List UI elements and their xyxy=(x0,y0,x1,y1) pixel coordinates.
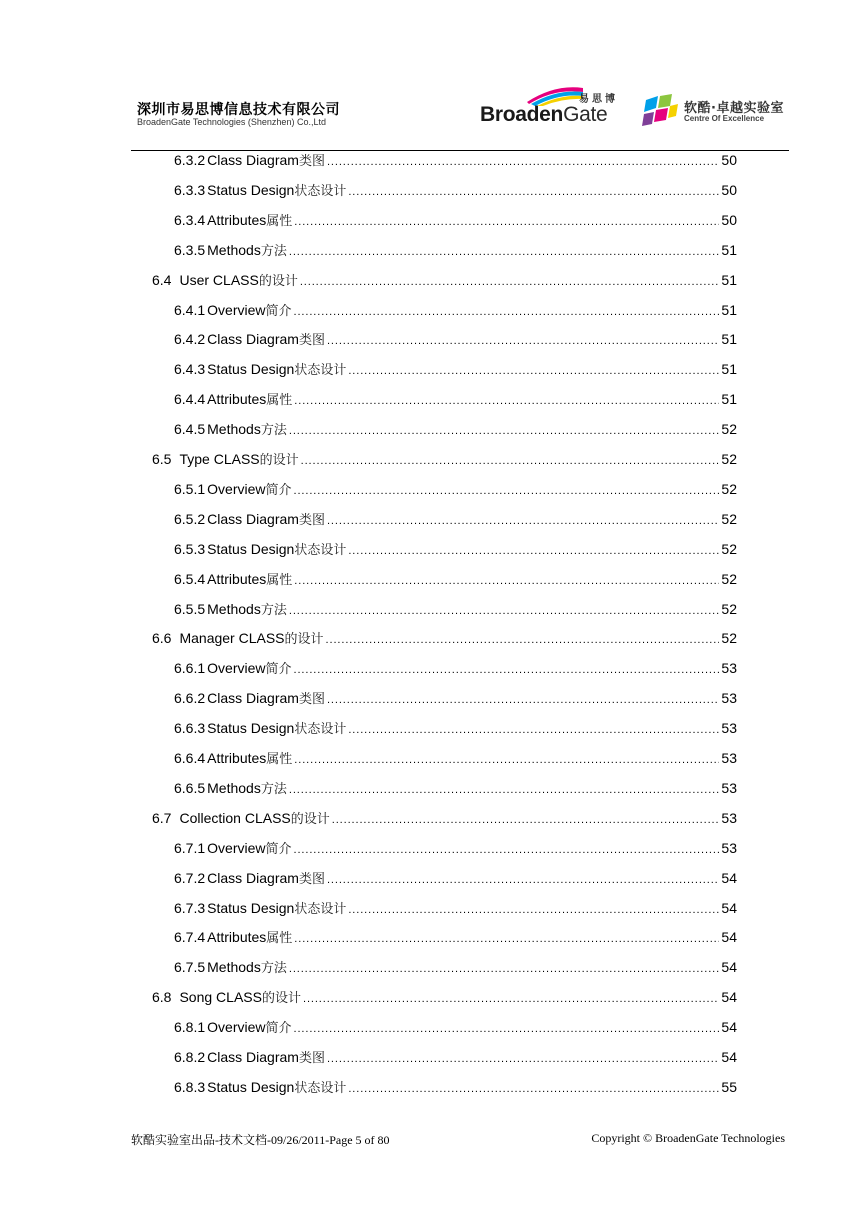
coe-logo xyxy=(642,94,787,128)
toc-entry-title-en: Collection CLASS xyxy=(179,809,291,826)
toc-entry-number: 6.4.2 xyxy=(174,331,206,348)
coe-logo-mark-icon xyxy=(642,94,680,126)
toc-dot-leader xyxy=(289,780,720,798)
toc-entry-number: 6.5 xyxy=(152,451,172,467)
toc-entry-title xyxy=(207,569,292,589)
toc-entry-page: 53 xyxy=(721,750,737,766)
toc-entry-title-en: Type CLASS xyxy=(179,451,260,467)
toc-entry-title xyxy=(207,1047,325,1067)
toc-entry-title-cn: 类图 xyxy=(298,1051,325,1066)
toc-entry-page: 51 xyxy=(721,271,737,288)
toc-dot-leader xyxy=(294,571,719,589)
toc-entry-title-cn: 属性 xyxy=(266,213,293,229)
toc-entry-title-en: Methods xyxy=(207,421,261,438)
wordmark-broaden: Broaden xyxy=(480,103,564,126)
toc-entry-title-cn: 简介 xyxy=(265,482,292,498)
toc-entry-title-cn: 方法 xyxy=(260,423,287,439)
toc-dot-leader xyxy=(303,989,719,1007)
toc-dot-leader xyxy=(348,720,719,738)
toc-entry-number: 6.4.5 xyxy=(174,421,206,438)
toc-entry-page: 52 xyxy=(721,570,737,587)
toc-entry-title xyxy=(207,389,292,409)
toc-entry-page: 52 xyxy=(721,600,737,617)
toc-entry-title-en: Overview xyxy=(207,1019,266,1036)
toc-entry-title-en: Status Design xyxy=(207,181,295,198)
toc-entry-number: 6.6.3 xyxy=(174,720,206,737)
toc-entry-title xyxy=(207,539,346,559)
toc-dot-leader xyxy=(294,840,720,858)
toc-entry-6-5-4[interactable] xyxy=(174,569,737,589)
toc-entry-6-6[interactable] xyxy=(152,628,737,648)
toc-entry-title-cn: 类图 xyxy=(298,333,325,349)
toc-dot-leader xyxy=(327,690,719,708)
toc-entry-number: 6.4.3 xyxy=(174,361,206,378)
toc-dot-leader xyxy=(294,929,719,947)
toc-entry-title-en: Class Diagram xyxy=(207,152,299,168)
toc-dot-leader xyxy=(294,1019,720,1037)
toc-entry-title xyxy=(207,419,287,439)
toc-entry-title-en: Methods xyxy=(207,241,261,258)
toc-entry-number: 6.4.1 xyxy=(174,301,206,318)
toc-entry-title xyxy=(179,449,298,469)
toc-entry-title-cn: 状态设计 xyxy=(294,722,347,738)
toc-entry-6-7-1[interactable] xyxy=(174,838,737,858)
toc-entry-title-en: Methods xyxy=(207,959,261,976)
toc-entry-6-4[interactable] xyxy=(152,270,737,290)
toc-entry-number: 6.7.5 xyxy=(174,959,206,976)
toc-entry-page: 54 xyxy=(721,869,737,886)
broadengate-logo-cn: 易思博 xyxy=(579,94,618,105)
toc-entry-title-en: Status Design xyxy=(207,540,295,557)
toc-entry-title-cn: 方法 xyxy=(260,961,287,977)
toc-entry-title-cn: 属性 xyxy=(266,572,293,588)
toc-entry-page: 53 xyxy=(721,690,737,707)
toc-dot-leader xyxy=(294,212,719,230)
toc-entry-6-6-4[interactable] xyxy=(174,748,737,768)
toc-entry-title xyxy=(207,927,292,947)
toc-entry-title-cn: 类图 xyxy=(298,871,325,887)
toc-entry-6-6-2[interactable] xyxy=(174,688,737,708)
toc-entry-number: 6.3.2 xyxy=(174,152,206,168)
toc-entry-page: 53 xyxy=(721,839,737,856)
toc-entry-title-cn: 方法 xyxy=(260,602,287,618)
toc-entry-6-5-2[interactable] xyxy=(174,509,737,529)
toc-entry-number: 6.8 xyxy=(152,989,172,1006)
toc-entry-title-cn: 状态设计 xyxy=(294,363,347,379)
toc-entry-title xyxy=(207,688,325,708)
toc-entry-number: 6.4.4 xyxy=(174,391,206,408)
toc-entry-page: 51 xyxy=(721,361,737,378)
toc-entry-page: 52 xyxy=(721,510,737,527)
toc-entry-title-en: Attributes xyxy=(207,929,267,946)
toc-dot-leader xyxy=(332,810,720,828)
toc-entry-6-5-1[interactable] xyxy=(174,479,737,499)
toc-entry-title xyxy=(179,628,323,648)
toc-entry-page: 54 xyxy=(721,989,737,1006)
toc-dot-leader xyxy=(289,959,720,977)
toc-dot-leader xyxy=(348,900,719,918)
toc-entry-title-en: Attributes xyxy=(207,211,267,228)
toc-entry-title xyxy=(207,180,346,200)
toc-entry-page: 54 xyxy=(721,929,737,946)
toc-dot-leader xyxy=(348,541,719,559)
toc-entry-title-en: Status Design xyxy=(207,899,295,916)
toc-entry-title-en: Methods xyxy=(207,600,261,617)
toc-entry-6-8[interactable] xyxy=(152,987,737,1007)
broadengate-wordmark xyxy=(480,103,607,127)
toc-entry-title-cn: 简介 xyxy=(265,841,292,857)
toc-entry-number: 6.6 xyxy=(152,630,172,647)
toc-dot-leader xyxy=(327,511,719,529)
toc-entry-6-6-1[interactable] xyxy=(174,658,737,678)
toc-entry-title xyxy=(207,300,291,320)
toc-entry-6-5-5[interactable] xyxy=(174,599,737,619)
toc-entry-number: 6.6.4 xyxy=(174,750,206,766)
footer-page-info: 软酷实验室出品-技术文档-09/26/2011-Page 5 of 80 xyxy=(131,1133,390,1147)
toc-entry-number: 6.8.1 xyxy=(174,1019,206,1036)
toc-entry-title-cn: 简介 xyxy=(265,662,292,678)
toc-entry-number: 6.7.4 xyxy=(174,929,206,946)
footer-copyright: Copyright © BroadenGate Technologies xyxy=(591,1131,785,1145)
toc-entry-number: 6.5.5 xyxy=(174,600,206,617)
toc-entry-page: 51 xyxy=(721,241,737,258)
toc-entry-title xyxy=(207,479,291,499)
toc-entry-page: 52 xyxy=(721,540,737,557)
toc-dot-leader xyxy=(301,451,720,469)
toc-entry-title-cn: 简介 xyxy=(265,1021,292,1037)
toc-entry-6-7-4[interactable] xyxy=(174,927,737,947)
toc-entry-6-6-3[interactable] xyxy=(174,718,737,738)
toc-entry-page: 55 xyxy=(721,1078,737,1095)
toc-entry-title xyxy=(207,509,325,529)
toc-entry-title-cn: 简介 xyxy=(265,303,292,319)
coe-name-en: Centre Of Excellence xyxy=(684,114,765,123)
toc-entry-title-cn: 状态设计 xyxy=(294,542,347,558)
toc-entry-title-en: Class Diagram xyxy=(207,331,299,348)
toc-entry-title-en: Attributes xyxy=(207,750,267,766)
toc-entry-6-3-5[interactable] xyxy=(174,240,737,260)
toc-dot-leader xyxy=(327,870,719,888)
toc-dot-leader xyxy=(348,361,719,379)
toc-dot-leader xyxy=(327,331,719,349)
toc-entry-number: 6.7 xyxy=(152,809,172,826)
toc-entry-title-en: Class Diagram xyxy=(207,869,299,886)
toc-entry-title-cn: 的设计 xyxy=(259,453,299,468)
company-name-en: BroadenGate Technologies (Shenzhen) Co.,Ltd xyxy=(137,117,326,127)
toc-entry-title-en: Class Diagram xyxy=(207,510,299,527)
toc-entry-page: 52 xyxy=(721,480,737,497)
toc-entry-title xyxy=(207,150,325,170)
toc-dot-leader xyxy=(300,272,720,290)
toc-entry-title-cn: 的设计 xyxy=(261,991,301,1007)
toc-entry-title xyxy=(207,778,287,798)
toc-entry-6-3-4[interactable] xyxy=(174,210,737,230)
toc-entry-title xyxy=(207,240,287,260)
toc-dot-leader xyxy=(294,391,719,409)
toc-entry-title-cn: 状态设计 xyxy=(294,1080,347,1096)
toc-entry-title-en: Song CLASS xyxy=(179,989,262,1006)
toc-entry-title-cn: 属性 xyxy=(266,752,293,767)
toc-dot-leader xyxy=(327,1049,719,1067)
toc-entry-title xyxy=(207,957,287,977)
coe-name-cn: 软酷·卓越实验室 xyxy=(684,101,784,116)
toc-entry-title-cn: 属性 xyxy=(266,393,293,409)
toc-entry-title-en: Methods xyxy=(207,779,261,796)
toc-entry-6-3-3[interactable] xyxy=(174,180,737,200)
toc-entry-title xyxy=(207,748,292,768)
toc-entry-title-en: Class Diagram xyxy=(207,690,299,707)
toc-entry-title-cn: 属性 xyxy=(266,931,293,947)
toc-entry-title xyxy=(179,987,301,1007)
toc-entry-page: 50 xyxy=(721,211,737,228)
toc-entry-page: 53 xyxy=(721,809,737,826)
toc-entry-page: 54 xyxy=(721,899,737,916)
toc-entry-6-8-3[interactable] xyxy=(174,1077,737,1097)
toc-entry-title-cn: 方法 xyxy=(260,243,287,259)
toc-entry-number: 6.5.4 xyxy=(174,570,206,587)
toc-dot-leader xyxy=(294,302,720,320)
toc-entry-page: 51 xyxy=(721,331,737,348)
toc-entry-title xyxy=(207,1017,291,1037)
toc-entry-title-cn: 类图 xyxy=(298,692,325,708)
toc-entry-title xyxy=(179,808,329,828)
toc-entry-title xyxy=(207,868,325,888)
toc-entry-title-en: Status Design xyxy=(207,1078,295,1095)
toc-entry-page: 52 xyxy=(721,451,737,467)
toc-entry-number: 6.6.5 xyxy=(174,779,206,796)
toc-entry-title xyxy=(207,210,292,230)
toc-entry-6-7-2[interactable] xyxy=(174,868,737,888)
toc-entry-title xyxy=(207,1077,346,1097)
toc-entry-number: 6.3.5 xyxy=(174,241,206,258)
toc-dot-leader xyxy=(348,182,719,200)
toc-dot-leader xyxy=(327,152,719,170)
toc-entry-title-en: Overview xyxy=(207,660,266,677)
toc-entry-title xyxy=(207,658,291,678)
toc-entry-page: 53 xyxy=(721,720,737,737)
toc-dot-leader xyxy=(289,421,720,439)
toc-dot-leader xyxy=(289,242,720,260)
toc-entry-number: 6.6.2 xyxy=(174,690,206,707)
toc-entry-title xyxy=(207,838,291,858)
toc-entry-title-en: Status Design xyxy=(207,720,295,737)
toc-entry-6-6-5[interactable] xyxy=(174,778,737,798)
toc-entry-number: 6.7.2 xyxy=(174,869,206,886)
toc-entry-title-cn: 状态设计 xyxy=(294,901,347,917)
toc-entry-6-5[interactable] xyxy=(152,449,737,469)
wordmark-gate: Gate xyxy=(563,103,608,126)
toc-entry-title xyxy=(179,270,297,290)
toc-entry-number: 6.4 xyxy=(152,271,172,288)
toc-entry-number: 6.3.3 xyxy=(174,181,206,198)
toc-entry-title-cn: 的设计 xyxy=(258,273,298,289)
page-header xyxy=(0,0,868,152)
toc-entry-title xyxy=(207,599,287,619)
toc-dot-leader xyxy=(294,481,720,499)
toc-entry-title xyxy=(207,898,346,918)
toc-entry-page: 54 xyxy=(721,1049,737,1065)
toc-dot-leader xyxy=(326,630,720,648)
toc-entry-page: 51 xyxy=(721,301,737,318)
company-name-cn: 深圳市易思博信息技术有限公司 xyxy=(137,102,340,118)
toc-entry-number: 6.7.3 xyxy=(174,899,206,916)
toc-entry-title xyxy=(207,718,346,738)
toc-entry-6-7[interactable] xyxy=(152,808,737,828)
toc-entry-number: 6.7.1 xyxy=(174,839,206,856)
toc-entry-6-5-3[interactable] xyxy=(174,539,737,559)
toc-entry-number: 6.8.3 xyxy=(174,1078,206,1095)
toc-entry-6-3-2[interactable] xyxy=(174,150,737,170)
toc-entry-6-4-2[interactable] xyxy=(174,329,737,349)
toc-entry-title-en: Attributes xyxy=(207,391,267,408)
broadengate-logo xyxy=(480,86,626,130)
toc-dot-leader xyxy=(289,601,720,619)
toc-entry-page: 50 xyxy=(721,181,737,198)
toc-entry-6-4-4[interactable] xyxy=(174,389,737,409)
toc-entry-page: 53 xyxy=(721,660,737,677)
toc-entry-number: 6.8.2 xyxy=(174,1049,206,1065)
toc-entry-page: 52 xyxy=(721,630,737,647)
toc-entry-6-8-1[interactable] xyxy=(174,1017,737,1037)
toc-entry-6-7-3[interactable] xyxy=(174,898,737,918)
toc-entry-title-en: Manager CLASS xyxy=(179,630,285,647)
toc-entry-title-cn: 类图 xyxy=(298,512,325,528)
toc-entry-title xyxy=(207,359,346,379)
toc-entry-number: 6.5.2 xyxy=(174,510,206,527)
toc-entry-6-4-5[interactable] xyxy=(174,419,737,439)
toc-entry-title-en: User CLASS xyxy=(179,271,259,288)
toc-entry-6-8-2[interactable] xyxy=(174,1047,737,1067)
toc-entry-6-7-5[interactable] xyxy=(174,957,737,977)
toc-entry-6-4-3[interactable] xyxy=(174,359,737,379)
toc-entry-number: 6.5.3 xyxy=(174,540,206,557)
toc-entry-page: 54 xyxy=(721,959,737,976)
toc-entry-number: 6.5.1 xyxy=(174,480,206,497)
toc-entry-title-en: Overview xyxy=(207,839,266,856)
toc-entry-title-en: Overview xyxy=(207,480,266,497)
toc-dot-leader xyxy=(294,660,720,678)
toc-dot-leader xyxy=(294,750,719,768)
toc-entry-title-cn: 的设计 xyxy=(284,632,324,648)
toc-entry-page: 51 xyxy=(721,391,737,408)
toc-dot-leader xyxy=(348,1079,719,1097)
toc-entry-title-cn: 类图 xyxy=(298,154,325,169)
toc-entry-title-en: Class Diagram xyxy=(207,1049,299,1065)
toc-entry-title xyxy=(207,329,325,349)
toc-entry-number: 6.6.1 xyxy=(174,660,206,677)
toc-entry-6-4-1[interactable] xyxy=(174,300,737,320)
toc-entry-page: 53 xyxy=(721,779,737,796)
toc-entry-title-en: Status Design xyxy=(207,361,295,378)
toc-entry-title-cn: 状态设计 xyxy=(294,183,347,199)
toc-entry-title-en: Overview xyxy=(207,301,266,318)
toc-entry-title-en: Attributes xyxy=(207,570,267,587)
toc-entry-title-cn: 的设计 xyxy=(290,811,330,827)
toc-entry-page: 52 xyxy=(721,421,737,438)
toc-entry-page: 50 xyxy=(721,152,737,168)
toc-entry-title-cn: 方法 xyxy=(260,781,287,797)
toc-entry-number: 6.3.4 xyxy=(174,211,206,228)
toc-entry-page: 54 xyxy=(721,1019,737,1036)
